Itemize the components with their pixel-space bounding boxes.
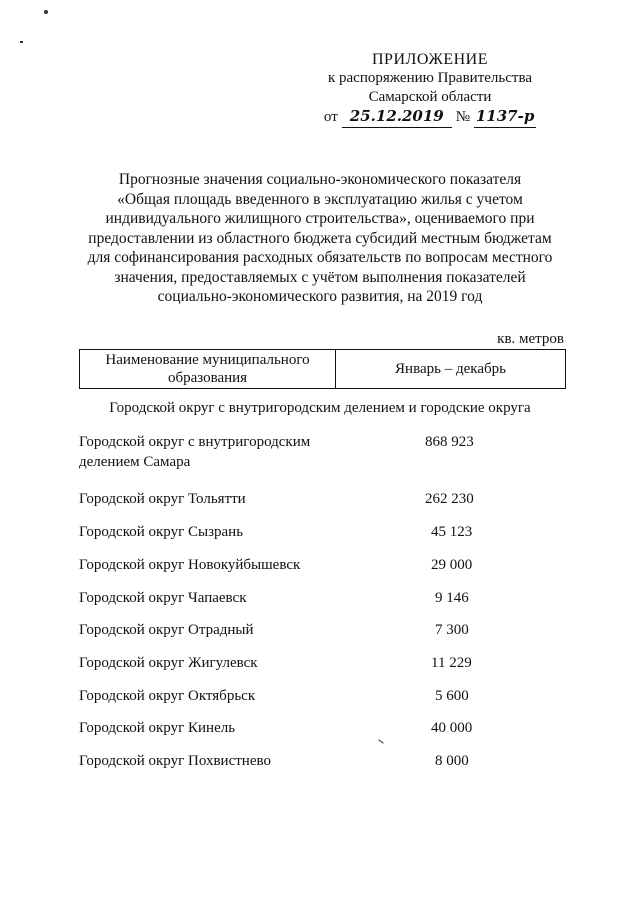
- scan-speck: [20, 41, 23, 43]
- appendix-header: [300, 50, 560, 128]
- row-value: 8 000: [435, 753, 469, 769]
- row-value: 262 230: [425, 491, 474, 507]
- appendix-title: ПРИЛОЖЕНИЕ: [371, 51, 488, 68]
- title-line: значения, предоставляемых с учётом выполнения показателей: [114, 268, 526, 286]
- municipality-name: Городской округ Новокуйбышевск: [79, 557, 301, 573]
- row-value: 5 600: [435, 688, 469, 704]
- row-value: 9 146: [435, 590, 469, 606]
- row-value: 29 000: [431, 557, 473, 573]
- column-header-name: [80, 350, 336, 389]
- title-line: предоставлении из областного бюджета субсидий местным бюджетам: [88, 229, 552, 247]
- number-prefix: №: [455, 109, 471, 125]
- title-line: Прогнозные значения социально-экономического показателя: [118, 171, 522, 188]
- scan-speck: [44, 10, 48, 14]
- column-header-period: Январь – декабрь: [336, 350, 566, 389]
- appendix-line-3: Самарской области: [368, 89, 492, 105]
- title-line: социально-экономического развития, на 2019 год: [157, 288, 483, 305]
- column-header-name-line1: Наименование муниципального: [105, 352, 310, 368]
- title-line: «Общая площадь введенного в эксплуатацию жилья с учетом: [117, 190, 523, 208]
- municipality-name: Городской округ Жигулевск: [79, 655, 258, 671]
- municipality-name: Городской округ Тольятти: [79, 491, 246, 507]
- column-header-name-line2: образования: [167, 370, 248, 386]
- appendix-line-2: к распоряжению Правительства: [327, 70, 532, 86]
- municipality-name: Городской округ Похвистнево: [79, 753, 271, 769]
- row-value: 7 300: [435, 622, 469, 638]
- row-value: 45 123: [431, 524, 473, 540]
- municipality-name: [79, 432, 339, 472]
- document-title: [70, 170, 570, 307]
- row-value: 11 229: [431, 655, 472, 671]
- date-prefix: от: [323, 109, 338, 125]
- row-value: 40 000: [431, 720, 473, 736]
- scan-speck: [378, 739, 383, 743]
- municipality-name: Городской округ Отрадный: [79, 622, 254, 638]
- section-heading: Городской округ с внутригородским делением и городские округа: [109, 400, 531, 416]
- row-value: 868 923: [425, 434, 474, 450]
- municipality-name-line2: делением Самара: [79, 454, 191, 470]
- handwritten-number: 1137-р: [475, 107, 535, 125]
- handwritten-date: 25.12.2019: [349, 107, 444, 125]
- municipality-name-line1: Городской округ с внутригородским: [79, 434, 311, 450]
- municipality-name: Городской округ Октябрьск: [79, 688, 256, 704]
- municipality-name: Городской округ Сызрань: [79, 524, 244, 540]
- order-line: [300, 107, 560, 128]
- title-line: индивидуального жилищного строительства», оцениваемого при: [105, 210, 535, 227]
- units-label: кв. метров: [497, 331, 564, 347]
- column-header-table: [79, 349, 566, 389]
- municipality-name: Городской округ Чапаевск: [79, 590, 247, 606]
- title-line: для софинансирования расходных обязательств по вопросам местного: [87, 249, 553, 266]
- municipality-name: Городской округ Кинель: [79, 720, 236, 736]
